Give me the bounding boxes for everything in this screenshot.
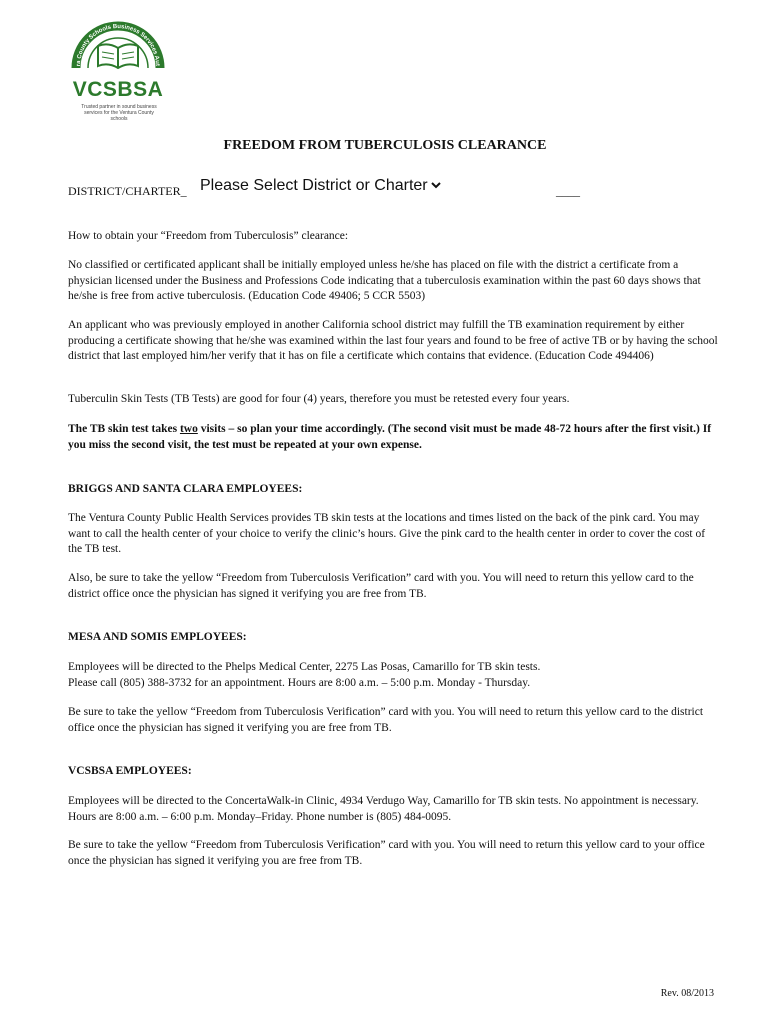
logo-wordmark: VCSBSA <box>72 78 164 101</box>
logo-emblem-icon <box>68 16 168 86</box>
section-heading-briggs: BRIGGS AND SANTA CLARA EMPLOYEES: <box>68 483 303 495</box>
briggs-paragraph-2: Also, be sure to take the yellow “Freedom from Tuberculosis Verification” card with you. You will need to return this yellow card to the district office once the physician has signed it verifying you are free from TB. <box>68 572 694 600</box>
logo-tagline: Trusted partner in sound business services for the Ventura County schools <box>81 104 157 122</box>
vcsbsa-logo <box>68 16 168 120</box>
paragraph-applicant-requirement: No classified or certificated applicant shall be initially employed unless he/she has placed on file with the district a certificate from a physician licensed under the Business and Professions Code indicating that a tuberculosis examination within the past 60 days shows that he/she is free from active tuberculosis. (Education Code 49406; 5 CCR 5503) <box>68 259 701 303</box>
paragraph-two-visits <box>68 422 720 453</box>
mesa-line-2: Please call (805) 388-3732 for an appointment. Hours are 8:00 a.m. – 5:00 p.m. Monday - Thursday. <box>68 676 531 689</box>
two-visits-emphasis: two <box>179 423 198 435</box>
mesa-line-1: Employees will be directed to the Phelps Medical Center, 2275 Las Posas, Camarillo for TB skin tests. <box>68 661 541 673</box>
vcsbsa-paragraph-2: Be sure to take the yellow “Freedom from Tuberculosis Verification” card with you. You will need to return this yellow card to your office once the physician has signed it verifying you are free from TB. <box>68 839 705 867</box>
vcsbsa-paragraph-1: Employees will be directed to the ConcertaWalk-in Clinic, 4934 Verdugo Way, Camarillo for TB skin tests. No appointment is necessary. Hours are 8:00 a.m. – 6:00 p.m. Monday–Friday. Phone number is (805) 484-0095. <box>68 795 699 823</box>
two-visits-text-b: visits – so plan your time accordingly. (The second visit must be made 48-72 hours after the first visit.) If you miss the second visit, the test must be repeated at your own expense. <box>68 423 712 451</box>
district-trailing-underline: ____ <box>556 184 580 198</box>
briggs-paragraph-1: The Ventura County Public Health Services provides TB skin tests at the locations and times listed on the back of the pink card. You may want to call the health center of your choice to verify the clinic’s hours. Give the pink card to the health center in order to cover the cost of the TB test. <box>68 512 706 556</box>
intro-text: How to obtain your “Freedom from Tuberculosis” clearance: <box>68 230 349 242</box>
section-heading-vcsbsa: VCSBSA EMPLOYEES: <box>68 765 192 777</box>
section-heading-mesa: MESA AND SOMIS EMPLOYEES: <box>68 631 247 643</box>
district-row <box>68 176 708 200</box>
revision-date: Rev. 08/2013 <box>660 988 714 999</box>
district-select[interactable] <box>196 176 444 195</box>
district-label: DISTRICT/CHARTER_ <box>68 184 187 198</box>
paragraph-retest: Tuberculin Skin Tests (TB Tests) are good for four (4) years, therefore you must be retested every four years. <box>68 393 570 405</box>
mesa-paragraph-1 <box>68 660 720 691</box>
paragraph-previous-employment: An applicant who was previously employed in another California school district may fulfill the TB examination requirement by either producing a certificate showing that he/she was examined within the last four years and found to be free of active TB or by having the school district that last employed him/her verify that it has on file a certificate which contains that evidence. (Education Code 494406) <box>68 319 718 363</box>
page-title: FREEDOM FROM TUBERCULOSIS CLEARANCE <box>223 138 547 153</box>
logo-arc-text: ra County Schools Business Services Aut <box>75 23 161 67</box>
mesa-paragraph-2: Be sure to take the yellow “Freedom from Tuberculosis Verification” card with you. You will need to return this yellow card to the district office once the physician has signed it verifying you are free from TB. <box>68 706 704 734</box>
two-visits-text-a: The TB skin test takes <box>68 423 180 435</box>
